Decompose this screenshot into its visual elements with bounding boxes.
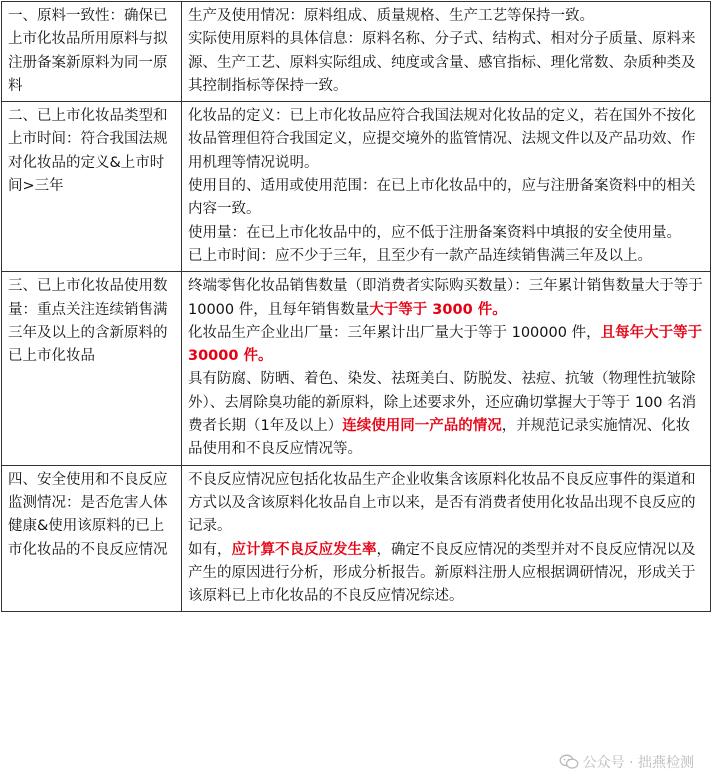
detail-paragraph	[188, 28, 704, 98]
detail-cell	[182, 102, 711, 272]
detail-text: 已上市时间：应不少于三年，且至少有一款产品连续销售满三年及以上。	[188, 247, 652, 264]
highlighted-text: 大于等于 3000 件。	[369, 301, 507, 318]
detail-text: ，并规范记录实施情况、化妆品使用和不良反应情况等。	[188, 418, 691, 458]
detail-text: 化妆品的定义：已上市化妆品应符合我国法规对化妆品的定义，若在国外不按化妆品管理但符合我国定义，应提交境外的监管情况、法规文件以及产品功效、作用机理等情况说明。	[188, 108, 696, 171]
table-row	[2, 102, 711, 272]
highlighted-text: 且每年大于等于 30000 件。	[188, 324, 703, 365]
detail-paragraph	[188, 175, 704, 222]
detail-cell	[182, 2, 711, 102]
detail-text: 使用量：在已上市化妆品中的，应不低于注册备案资料中填报的安全使用量。	[188, 224, 681, 241]
detail-paragraph	[188, 222, 704, 245]
detail-text: 具有防腐、防晒、着色、染发、祛斑美白、防脱发、祛痘、抗皱（物理性抗皱除外）、去屑除臭功能的新原料，除上述要求外，还应确切掌握大于等于 100 名消费者长期（1年及以上）	[188, 371, 697, 435]
detail-paragraph	[188, 105, 704, 175]
watermark-text: 公众号 · 拙燕检测	[582, 755, 694, 771]
table-row	[2, 272, 711, 465]
detail-text: 实际使用原料的具体信息：原料名称、分子式、结构式、相对分子质量、原料来源、生产工艺、原料实际组成、纯度或含量、感官指标、理化常数、杂质种类及其控制指标等保持一致。	[188, 31, 696, 94]
requirement-cell: 二、已上市化妆品类型和上市时间：符合我国法规对化妆品的定义&上市时间>三年	[2, 102, 182, 272]
detail-text: 化妆品生产企业出厂量：三年累计出厂量大于等于 100000 件，	[188, 324, 601, 341]
requirements-table	[1, 1, 711, 612]
detail-text: 不良反应情况应包括化妆品生产企业收集含该原料化妆品不良反应事件的渠道和方式以及含该原料化妆品自上市以来，是否有消费者使用化妆品出现不良反应的记录。	[188, 471, 696, 535]
detail-text: 生产及使用情况：原料组成、质量规格、生产工艺等保持一致。	[188, 8, 594, 24]
table-row	[2, 465, 711, 612]
detail-paragraph	[188, 368, 704, 461]
detail-cell	[182, 272, 711, 465]
requirement-cell: 三、已上市化妆品使用数量：重点关注连续销售满三年及以上的含新原料的已上市化妆品	[2, 272, 182, 465]
watermark	[557, 752, 696, 772]
detail-paragraph	[188, 539, 704, 609]
highlighted-text: 连续使用同一产品的情况	[342, 418, 502, 435]
detail-cell	[182, 465, 711, 612]
detail-paragraph	[188, 5, 704, 28]
requirement-cell: 四、安全使用和不良反应监测情况：是否危害人体健康&使用该原料的已上市化妆品的不良反应情况	[2, 465, 182, 612]
detail-text: 使用目的、适用或使用范围：在已上市化妆品中的，应与注册备案资料中的相关内容一致。	[188, 178, 696, 218]
detail-paragraph	[188, 275, 704, 322]
wechat-icon	[559, 754, 579, 770]
highlighted-text: 应计算不良反应发生率	[231, 541, 377, 558]
table-row	[2, 2, 711, 102]
detail-text: ，确定不良反应情况的类型并对不良反应情况以及产生的原因进行分析，形成分析报告。新原料注册人应根据调研情况，形成关于该原料已上市化妆品的不良反应情况综述。	[188, 541, 696, 605]
detail-paragraph	[188, 245, 704, 268]
detail-text: 如有，	[188, 541, 232, 558]
requirement-cell: 一、原料一致性：确保已上市化妆品所用原料与拟注册备案新原料为同一原料	[2, 2, 182, 102]
detail-paragraph	[188, 322, 704, 369]
detail-paragraph	[188, 469, 704, 539]
detail-text: 终端零售化妆品销售数量（即消费者实际购买数量）：三年累计销售数量大于等于 10000 件，且每年销售数量	[188, 278, 703, 318]
